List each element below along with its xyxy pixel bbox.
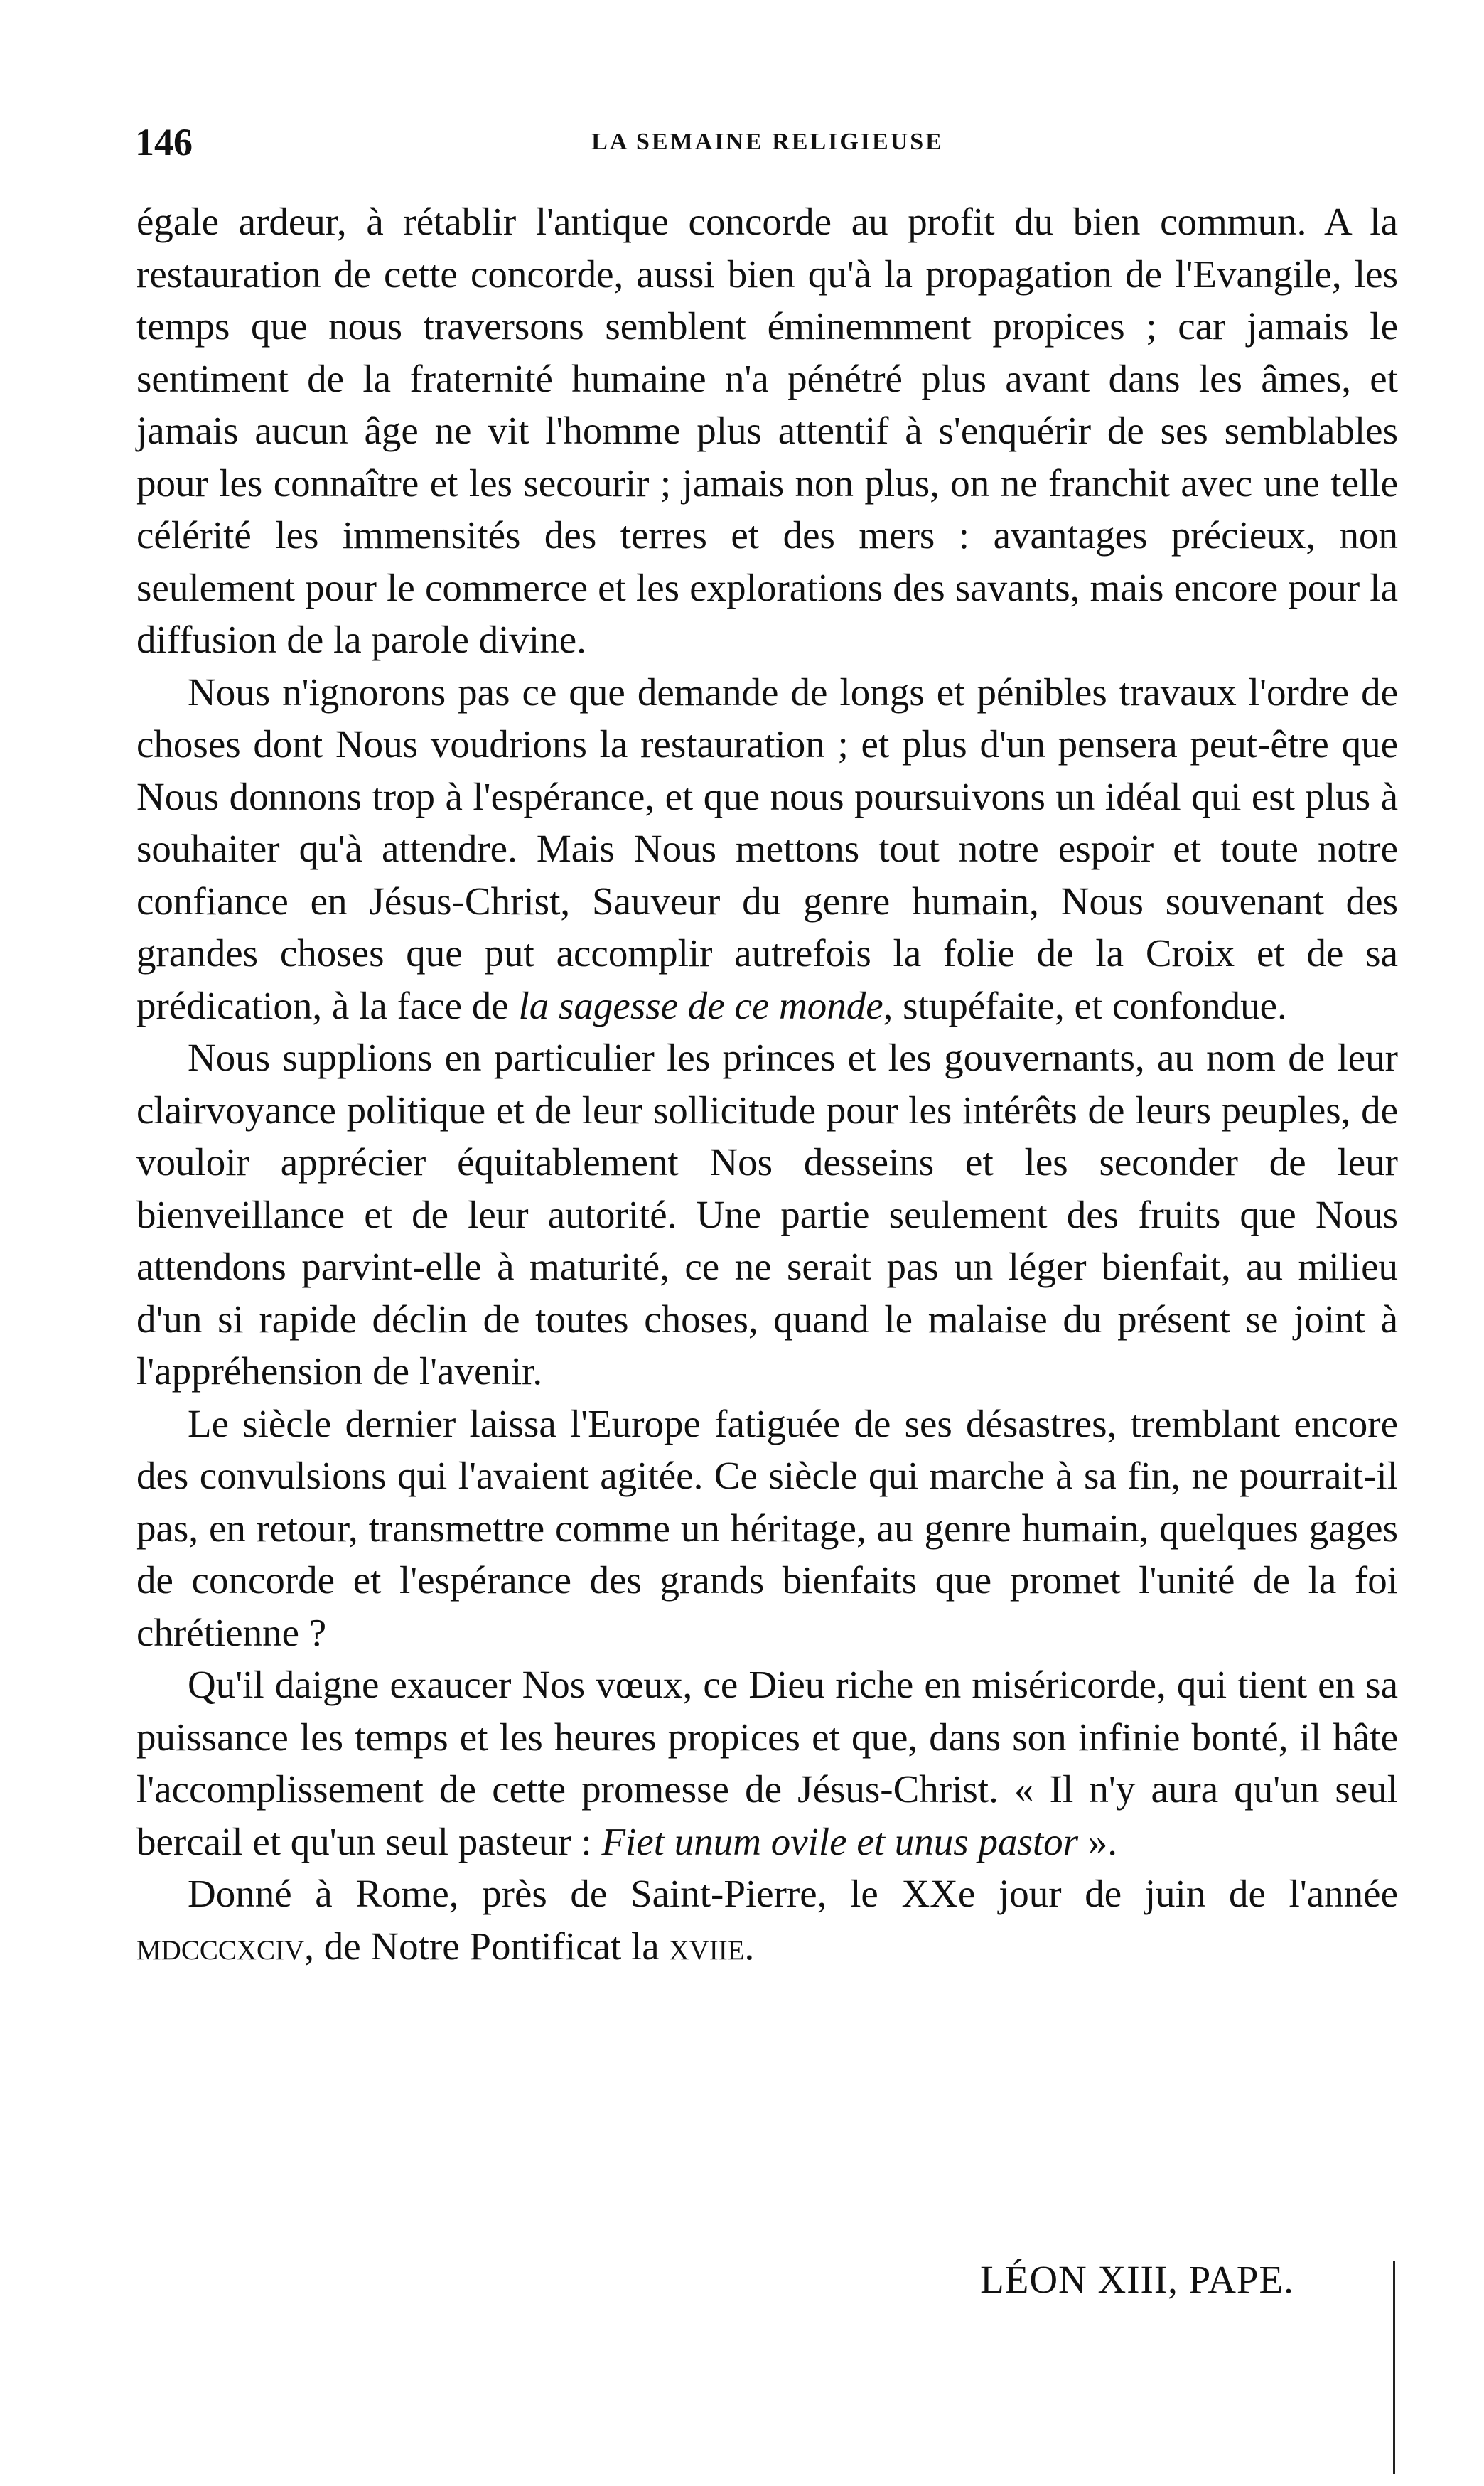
page-header	[135, 117, 1400, 167]
paragraph-2: Nous n'ignorons pas ce que demande de longs et pénibles travaux l'ordre de choses dont Nous voudrions la restauration ; et plus d'un pensera peut-être que Nous donnons trop à l'espérance, et que nous poursuivons un idéal qui est plus à souhaiter qu'à attendre. Mais Nous mettons tout notre espoir et toute notre confiance en Jésus-Christ, Sauveur du genre humain, Nous souvenant des grandes choses que put accomplir autrefois la folie de la Croix et de sa prédication, à la face de la sagesse de ce monde, stupéfaite, et confondue.	[136, 670, 1398, 1027]
paragraph-3: Nous supplions en particulier les princes et les gouvernants, au nom de leur clairvoyance politique et de leur sollicitude pour les intérêts de leurs peuples, de vouloir apprécier équitablement Nos desseins et les seconder de leur bienveillance et de leur autorité. Une partie seulement des fruits que Nous attendons parvint-elle à maturité, ce ne serait pas un léger bienfait, au milieu d'un si rapide déclin de toutes choses, quand le malaise du présent se joint à l'appréhension de l'avenir.	[136, 1036, 1398, 1393]
year-smallcaps: mdcccxciv	[136, 1924, 305, 1968]
running-title: LA SEMAINE RELIGIEUSE	[591, 129, 944, 155]
body-text	[136, 195, 1398, 1972]
page-number: 146	[135, 121, 193, 164]
margin-rule	[1393, 2261, 1395, 2474]
paragraph-6-dateline: Donné à Rome, près de Saint-Pierre, le XXe jour de juin de l'année mdcccxciv, de Notre Pontificat la xviie.	[136, 1872, 1398, 1968]
latin-quote: Fiet unum ovile et unus pastor	[601, 1819, 1079, 1863]
pontificate-smallcaps: xviie	[669, 1924, 745, 1968]
paragraph-5: Qu'il daigne exaucer Nos vœux, ce Dieu riche en miséricorde, qui tient en sa puissance les temps et les heures propices et que, dans son infinie bonté, il hâte l'accomplissement de cette promesse de Jésus-Christ. « Il n'y aura qu'un seul bercail et qu'un seul pasteur : Fiet unum ovile et unus pastor ».	[136, 1663, 1398, 1863]
signature: LÉON XIII, PAPE.	[980, 2258, 1294, 2301]
paragraph-4: Le siècle dernier laissa l'Europe fatiguée de ses désastres, tremblant encore des convulsions qui l'avaient agitée. Ce siècle qui marche à sa fin, ne pourrait-il pas, en retour, transmettre comme un héritage, au genre humain, quelques gages de concorde et l'espérance des grands bienfaits que promet l'unité de la foi chrétienne ?	[136, 1401, 1398, 1654]
paragraph-1: égale ardeur, à rétablir l'antique concorde au profit du bien commun. A la restauration de cette concorde, aussi bien qu'à la propagation de l'Evangile, les temps que nous traversons semblent éminemment propices ; car jamais le sentiment de la fraternité humaine n'a pénétré plus avant dans les âmes, et jamais aucun âge ne vit l'homme plus attentif à s'enquérir de ses semblables pour les connaître et les secourir ; jamais non plus, on ne franchit avec une telle célérité les immensités des terres et des mers : avantages précieux, non seulement pour le commerce et les explorations des savants, mais encore pour la diffusion de la parole divine.	[136, 200, 1398, 661]
italic-phrase: la sagesse de ce monde	[518, 983, 883, 1027]
